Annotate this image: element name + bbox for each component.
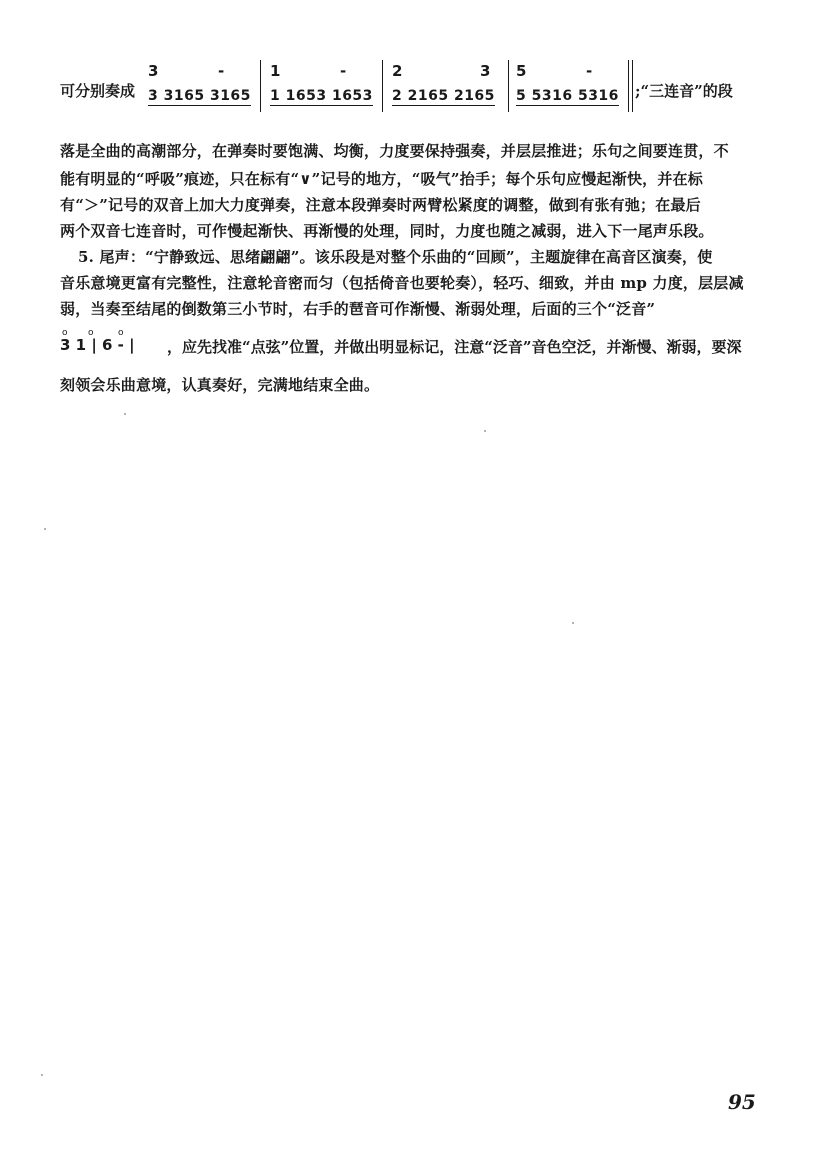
paragraph-line: 能有明显的“呼吸”痕迹，只在标有“∨”记号的地方，“吸气”抬手；每个乐句应慢起渐快，并在标 xyxy=(60,170,703,188)
measure-dash: - xyxy=(340,62,347,80)
measure-upper-note-2: 3 xyxy=(480,62,491,80)
measure-upper-note: 3 xyxy=(148,62,159,80)
paragraph-line: 有“＞”记号的双音上加大力度弹奏，注意本段弹奏时两臂松紧度的调整，做到有张有弛；在最后 xyxy=(60,196,701,214)
paragraph-line: 音乐意境更富有完整性，注意轮音密而匀（包括倚音也要轮奏），轻巧、细致，并由 mp 力度，层层减 xyxy=(60,274,744,292)
notation-measure-3 xyxy=(392,56,502,116)
notation-tail-text: ;“三连音”的段 xyxy=(635,82,733,100)
final-barline xyxy=(628,60,633,112)
page-number: 95 xyxy=(728,1090,756,1114)
section-heading-line: 5. 尾声：“宁静致远、思绪翩翩”。该乐段是对整个乐曲的“回顾”，主题旋律在高音区演奏，使 xyxy=(78,248,713,266)
paragraph-line: 弱，当奏至结尾的倒数第三小节时，右手的琶音可作渐慢、渐弱处理，后面的三个“泛音” xyxy=(60,300,656,318)
barline xyxy=(260,60,261,112)
notation-measure-2 xyxy=(270,56,380,116)
notation-lead-text: 可分别奏成 xyxy=(60,82,136,100)
paragraph-line: 落是全曲的高潮部分，在弹奏时要饱满、均衡，力度要保持强奏，并层层推进；乐句之间要连贯，不 xyxy=(60,142,729,160)
barline xyxy=(508,60,509,112)
harmonic-mark: o xyxy=(62,328,68,338)
scan-speck xyxy=(124,413,126,415)
scan-speck xyxy=(572,622,574,624)
notation-line-1 xyxy=(60,56,760,116)
notation-measure-1 xyxy=(148,56,258,116)
measure-upper-note: 2 xyxy=(392,62,403,80)
measure-dash: - xyxy=(586,62,593,80)
measure-lower-notes: 5 5316 5316 xyxy=(516,88,619,104)
paragraph-line: ，应先找准“点弦”位置，并做出明显标记，注意“泛音”音色空泛，并渐慢、渐弱，要深 xyxy=(167,338,742,356)
measure-dash: - xyxy=(218,62,225,80)
measure-upper-note: 1 xyxy=(270,62,281,80)
measure-upper-note: 5 xyxy=(516,62,527,80)
measure-lower-notes: 2 2165 2165 xyxy=(392,88,495,104)
barline xyxy=(382,60,383,112)
notation-measure-4 xyxy=(516,56,626,116)
scan-speck xyxy=(484,430,486,432)
scan-speck xyxy=(41,1074,43,1076)
measure-lower-notes: 1 1653 1653 xyxy=(270,88,373,104)
scan-speck xyxy=(44,528,46,530)
paragraph-line: 刻领会乐曲意境，认真奏好，完满地结束全曲。 xyxy=(60,376,380,394)
measure-lower-notes: 3 3165 3165 xyxy=(148,88,251,104)
harmonic-mark: o xyxy=(88,328,94,338)
harmonic-mark: o xyxy=(118,328,124,338)
paragraph-line: 两个双音七连音时，可作慢起渐快、再渐慢的处理，同时，力度也随之减弱，进入下一尾声乐段。 xyxy=(60,222,714,240)
inline-notation-notes: 3 1 | 6 - | xyxy=(60,336,135,354)
